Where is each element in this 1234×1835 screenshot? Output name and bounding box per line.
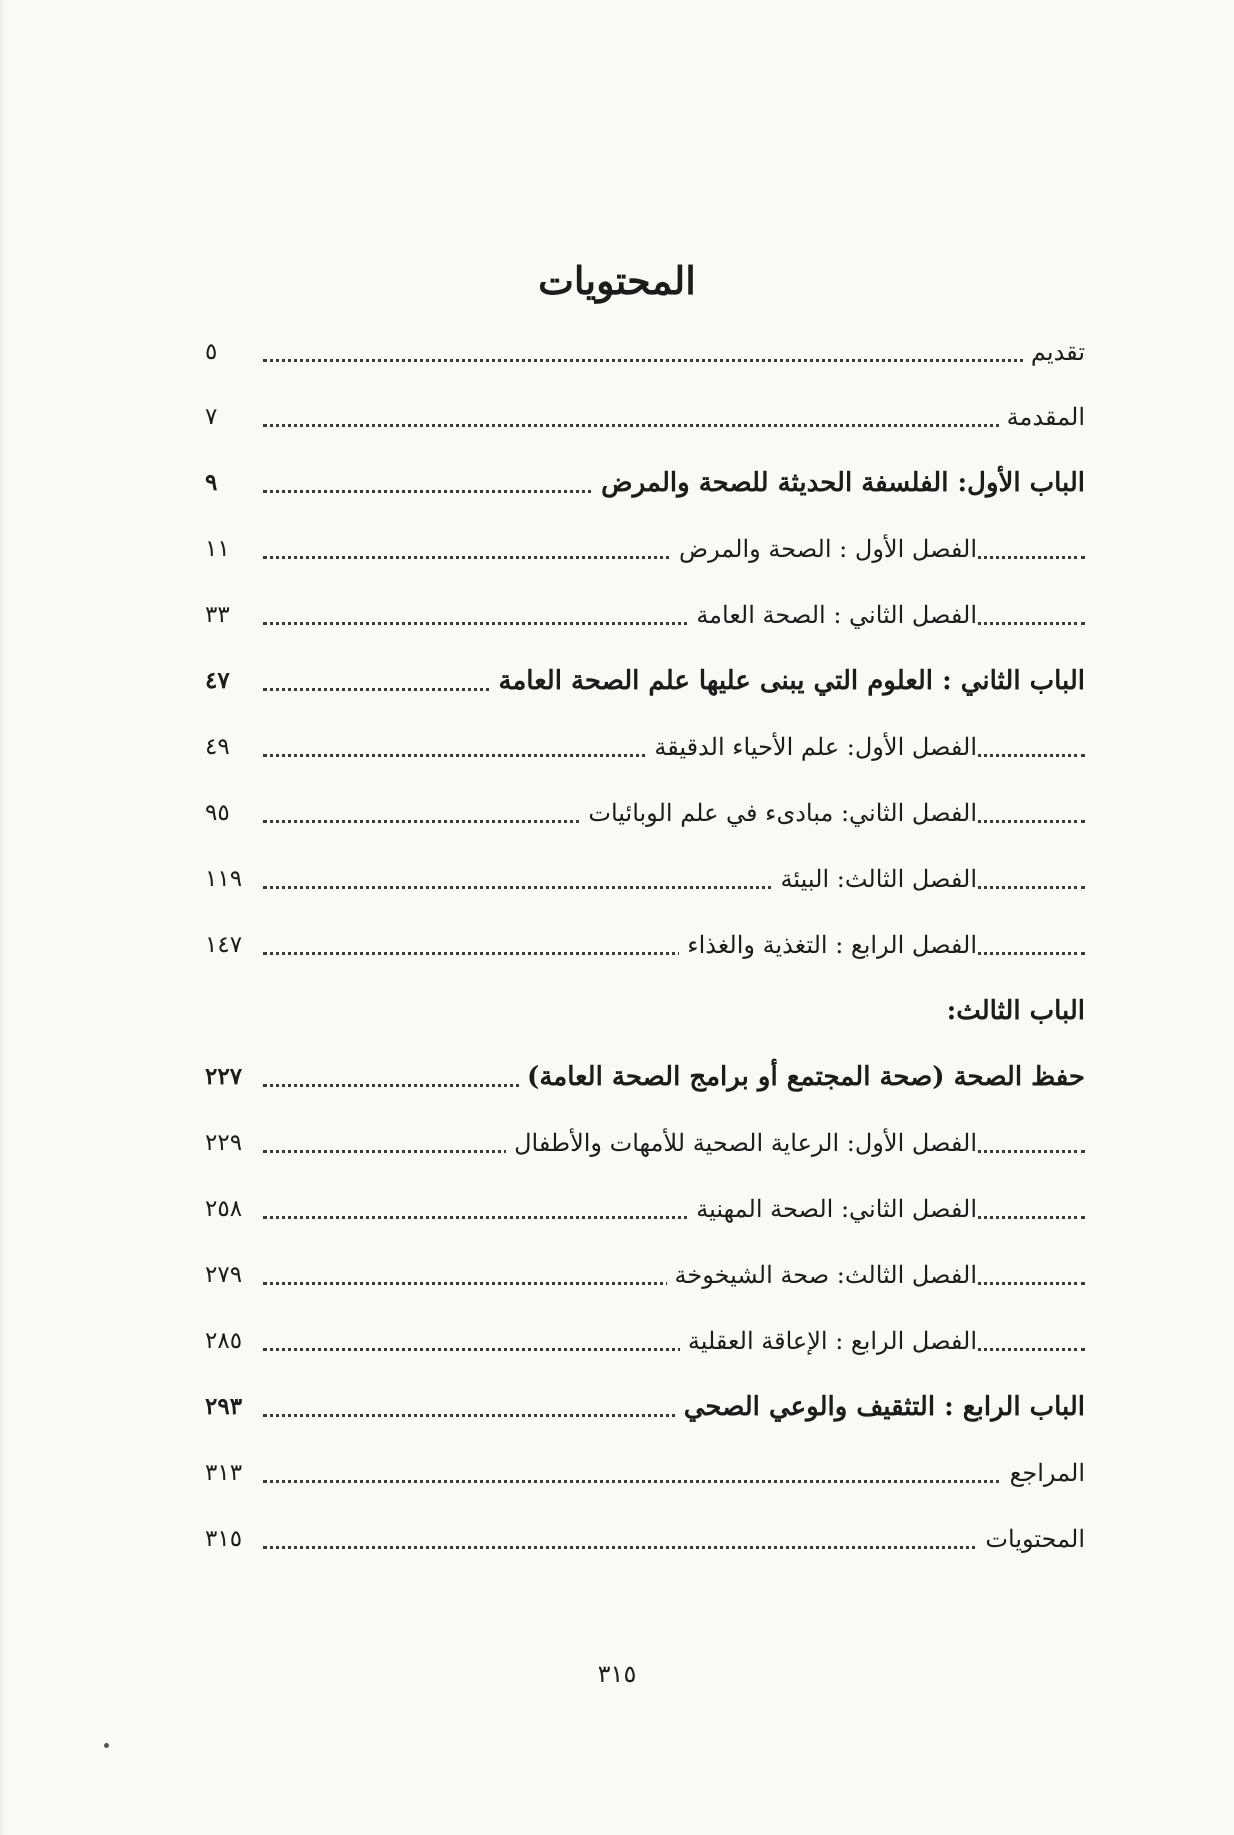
toc-entry-title: الباب الأول: الفلسفة الحديثة للصحة والمرض	[593, 461, 1085, 505]
toc-entry-title: الفصل الثاني : الصحة العامة	[688, 593, 977, 637]
toc-entry-title: الفصل الأول: علم الأحياء الدقيقة	[646, 725, 977, 769]
page-title: المحتويات	[538, 258, 696, 303]
toc-entry	[205, 791, 1085, 835]
toc-entry-page: ٤٩	[205, 734, 230, 760]
toc-entry-title: الفصل الرابع : التغذية والغذاء	[679, 923, 977, 967]
toc-entry-page: ١٤٧	[205, 932, 243, 958]
toc-entry	[205, 1451, 1085, 1495]
page-number: ٣١٥	[597, 1660, 637, 1688]
toc-entry	[205, 593, 1085, 637]
toc-entry-title: الفصل الرابع : الإعاقة العقلية	[680, 1319, 977, 1363]
toc-entry-title: الفصل الثالث: صحة الشيخوخة	[667, 1253, 977, 1297]
toc-entry-title: الفصل الثالث: البيئة	[773, 857, 977, 901]
toc-part-entry	[205, 1385, 1085, 1429]
toc-entry	[205, 1319, 1085, 1363]
toc-entry-page: ٢٧٩	[205, 1262, 243, 1288]
toc-entry	[205, 395, 1085, 439]
toc-entry-page: ٩	[205, 469, 218, 496]
toc-entry-title: الباب الثاني : العلوم التي يبنى عليها علم الصحة العامة	[490, 659, 1085, 703]
toc-entry-title: الفصل الثاني: الصحة المهنية	[688, 1187, 977, 1231]
dot-leader	[263, 359, 1085, 362]
toc-part-entry	[205, 461, 1085, 505]
toc-entry	[205, 1517, 1085, 1561]
toc-entry-page: ٣٣	[205, 602, 230, 628]
dot-leader	[263, 424, 1085, 427]
toc-entry	[205, 527, 1085, 571]
toc-entry-page: ٢٩٣	[205, 1393, 243, 1420]
toc-part-entry	[205, 659, 1085, 703]
toc-entry-page: ٧	[205, 404, 218, 430]
dot-leader	[263, 1480, 1085, 1483]
toc-entry	[205, 1121, 1085, 1165]
toc-entry	[205, 1187, 1085, 1231]
toc-entry-title: المحتويات	[977, 1517, 1085, 1561]
toc-entry-page: ٢٨٥	[205, 1328, 243, 1354]
toc-entry	[205, 923, 1085, 967]
toc-entry-page: ١١٩	[205, 866, 243, 892]
toc-entry-title: الفصل الثاني: مبادىء في علم الوبائيات	[580, 791, 977, 835]
toc-entry-title: تقديم	[1023, 330, 1085, 374]
toc-part-entry	[205, 1055, 1085, 1099]
toc-entry-title: المراجع	[1002, 1451, 1085, 1495]
toc-entry-page: ٤٧	[205, 667, 230, 694]
toc-entry-title: الباب الثالث:	[947, 989, 1085, 1033]
toc-entry-page: ٢٥٨	[205, 1196, 243, 1222]
toc-entry	[205, 1253, 1085, 1297]
toc-entry-page: ٣١٣	[205, 1460, 243, 1486]
toc-entry-page: ٥	[205, 339, 218, 365]
dot-leader	[263, 1546, 1085, 1549]
toc-entry-page: ٣١٥	[205, 1526, 243, 1552]
toc-entry-page: ١١	[205, 536, 230, 562]
toc-entry-title: الفصل الأول : الصحة والمرض	[671, 527, 977, 571]
toc-entry-title: الباب الرابع : التثقيف والوعي الصحي	[676, 1385, 1085, 1429]
toc-entry-page: ٩٥	[205, 800, 230, 826]
toc-entry	[205, 725, 1085, 769]
toc-entry-page: ٢٢٩	[205, 1130, 243, 1156]
toc-entry-page: ٢٢٧	[205, 1063, 243, 1090]
toc-entry-title: الفصل الأول: الرعاية الصحية للأمهات والأطفال	[506, 1121, 977, 1165]
toc-entry	[205, 857, 1085, 901]
toc-entry	[205, 330, 1085, 374]
scan-speck	[104, 1743, 109, 1748]
toc-section-heading	[205, 989, 1085, 1033]
toc-entry-title: المقدمة	[999, 395, 1085, 439]
toc-entry-title: حفظ الصحة (صحة المجتمع أو برامج الصحة العامة)	[519, 1055, 1085, 1099]
